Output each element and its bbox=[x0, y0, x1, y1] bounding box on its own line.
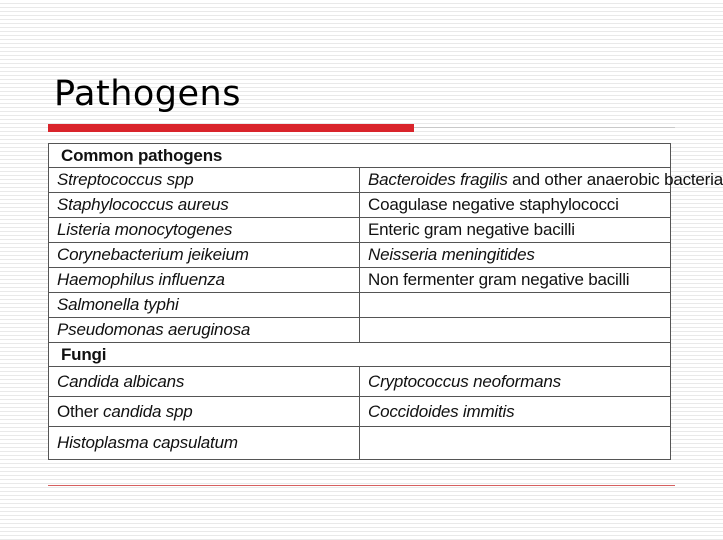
fungus-cell-left bbox=[49, 397, 360, 427]
fungus-name-plain: Other bbox=[57, 401, 104, 421]
table-row bbox=[49, 367, 671, 397]
fungus-cell-right: Cryptococcus neoformans bbox=[360, 367, 671, 397]
fungus-cell-right: Coccidoides immitis bbox=[360, 397, 671, 427]
fungus-name-italic: Candida albicans bbox=[57, 371, 185, 391]
footer-divider-line bbox=[48, 485, 675, 486]
table-row bbox=[49, 218, 671, 243]
fungus-name-italic: Histoplasma capsulatum bbox=[57, 433, 238, 452]
pathogen-name-plain: and other anaerobic bacteria bbox=[507, 170, 723, 189]
pathogen-name-italic: Bacteroides fragilis bbox=[368, 170, 508, 189]
pathogen-cell-right bbox=[360, 268, 671, 293]
fungus-name-italic: candida spp bbox=[103, 401, 193, 421]
fungus-cell-left bbox=[49, 427, 360, 460]
pathogen-name-plain: Enteric gram negative bacilli bbox=[368, 220, 575, 239]
pathogen-cell-left: Listeria monocytogenes bbox=[49, 218, 360, 243]
fungus-cell-left bbox=[49, 367, 360, 397]
pathogen-cell-left: Staphylococcus aureus bbox=[49, 193, 360, 218]
pathogen-cell-right bbox=[360, 318, 671, 343]
pathogen-cell-right bbox=[360, 243, 671, 268]
title-accent-bar bbox=[48, 124, 414, 132]
pathogens-table bbox=[48, 143, 723, 460]
table-row bbox=[49, 268, 671, 293]
pathogen-cell-right bbox=[360, 293, 671, 318]
pathogen-cell-left: Pseudomonas aeruginosa bbox=[49, 318, 360, 343]
section-heading-fungi: Fungi bbox=[49, 343, 671, 367]
pathogen-name-italic: Neisseria meningitides bbox=[368, 245, 535, 264]
table-row bbox=[49, 193, 671, 218]
title-divider-line bbox=[414, 127, 675, 128]
table-row bbox=[49, 168, 671, 193]
fungus-cell-right bbox=[360, 427, 671, 460]
pathogens-table-container bbox=[48, 143, 723, 460]
table-row bbox=[49, 397, 671, 427]
table-header-row-bacteria bbox=[49, 144, 671, 168]
pathogen-name-plain: Coagulase negative staphylococci bbox=[368, 195, 619, 214]
section-heading-common-pathogens: Common pathogens bbox=[49, 144, 671, 168]
table-row bbox=[49, 427, 671, 460]
table-header-row-fungi bbox=[49, 343, 671, 367]
table-row bbox=[49, 293, 671, 318]
pathogen-cell-left: Corynebacterium jeikeium bbox=[49, 243, 360, 268]
pathogen-cell-right bbox=[360, 168, 723, 193]
table-row bbox=[49, 243, 671, 268]
pathogen-cell-right bbox=[360, 193, 671, 218]
pathogen-cell-left: Salmonella typhi bbox=[49, 293, 360, 318]
pathogen-cell-right bbox=[360, 218, 671, 243]
slide-title: Pathogens bbox=[54, 74, 241, 114]
table-row bbox=[49, 318, 671, 343]
pathogen-cell-left: Streptococcus spp bbox=[49, 168, 360, 193]
pathogen-cell-left: Haemophilus influenza bbox=[49, 268, 360, 293]
pathogen-name-plain: Non fermenter gram negative bacilli bbox=[368, 270, 630, 289]
